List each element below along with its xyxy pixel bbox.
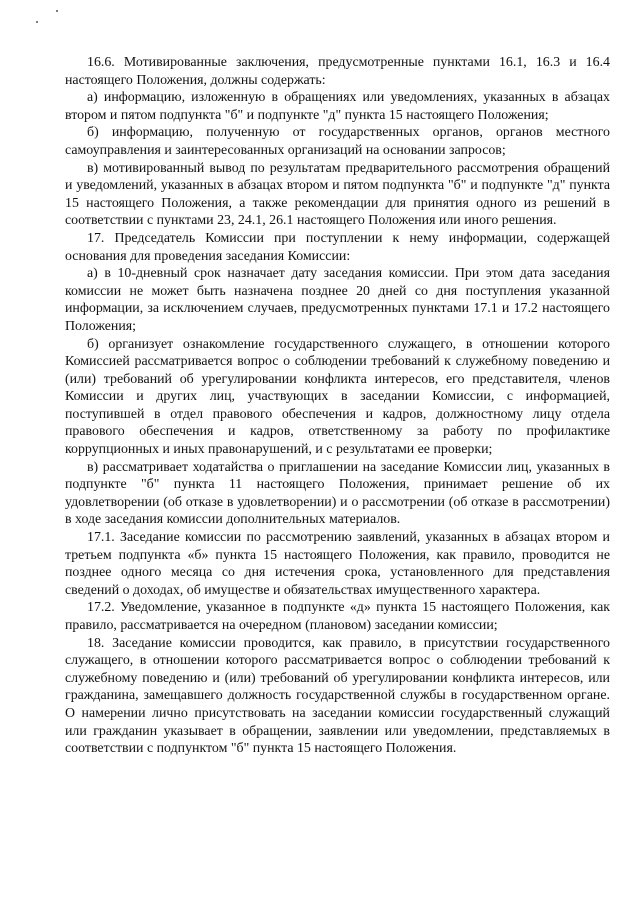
- paragraph-16-6-v: в) мотивированный вывод по результатам предварительного рассмотрения обращений и уведомлений, указанных в абзацах втором и пятом подпункта "б" и подпункте "д" пункта 15 настоящего Положения, а также рекомендации для принятия одного из решений в соответствии с пунктами 23, 24.1, 26.1 настоящего Положения или иного решения.: [65, 160, 610, 229]
- document-body: [65, 54, 610, 758]
- paragraph-17-a: а) в 10-дневный срок назначает дату заседания комиссии. При этом дата заседания комиссии не может быть назначена позднее 20 дней со дня поступления указанной информации, за исключением случаев, предусмотренных пунктами 17.1 и 17.2 настоящего Положения;: [65, 266, 610, 334]
- paragraph-16-6-b: б) информацию, полученную от государственных органов, органов местного самоуправления и заинтересованных организаций на основании запросов;: [65, 125, 610, 158]
- scan-speck: [36, 21, 38, 23]
- paragraph-17-v: в) рассматривает ходатайства о приглашении на заседание Комиссии лиц, указанных в подпункте "б" пункта 11 настоящего Положения, принимает решение об их удовлетворении (об отказе в удовлетворении) и о рассмотрении (об отказе в рассмотрении) в ходе заседания комиссии дополнительных материалов.: [65, 459, 610, 528]
- paragraph-16-6-a: а) информацию, изложенную в обращениях или уведомлениях, указанных в абзацах втором и пятом подпункта "б" и подпункте "д" пункта 15 настоящего Положения;: [65, 90, 610, 123]
- paragraph-17-2: 17.2. Уведомление, указанное в подпункте «д» пункта 15 настоящего Положения, как правило, рассматривается на очередном (плановом) заседании комиссии;: [65, 600, 610, 633]
- paragraph-17-1: 17.1. Заседание комиссии по рассмотрению заявлений, указанных в абзацах втором и третьем подпункта «б» пункта 15 настоящего Положения, как правило, проводится не позднее одного месяца со дня истечения срока, установленного для представления сведений о доходах, об имуществе и обязательствах имущественного характера.: [65, 530, 610, 598]
- paragraph-17: 17. Председатель Комиссии при поступлении к нему информации, содержащей основания для проведения заседания Комиссии:: [65, 230, 610, 264]
- scan-speck: [56, 10, 58, 12]
- paragraph-16-6: 16.6. Мотивированные заключения, предусмотренные пунктами 16.1, 16.3 и 16.4 настоящего Положения, должны содержать:: [65, 55, 610, 88]
- paragraph-17-b: б) организует ознакомление государственного служащего, в отношении которого Комиссией рассматривается вопрос о соблюдении требований к служебному поведению и (или) требований об урегулировании конфликта интересов, его представителя, членов Комиссии и других лиц, участвующих в заседании Комиссии, с информацией, поступившей в отдел правового обеспечения и кадров, должностному лицу отдела правового обеспечения и кадров, ответственному за работу по профилактике коррупционных и иных правонарушений, и с результатами ее проверки;: [65, 336, 610, 458]
- paragraph-18: 18. Заседание комиссии проводится, как правило, в присутствии государственного служащего, в отношении которого рассматривается вопрос о соблюдении требований к служебному поведению и (или) требований об урегулировании конфликта интересов, или гражданина, замещавшего должность государственной службы в государственном органе. О намерении лично присутствовать на заседании комиссии государственный служащий или гражданин указывает в обращении, заявлении или уведомлении, представляемых в соответствии с подпунктом "б" пункта 15 настоящего Положения.: [65, 635, 610, 757]
